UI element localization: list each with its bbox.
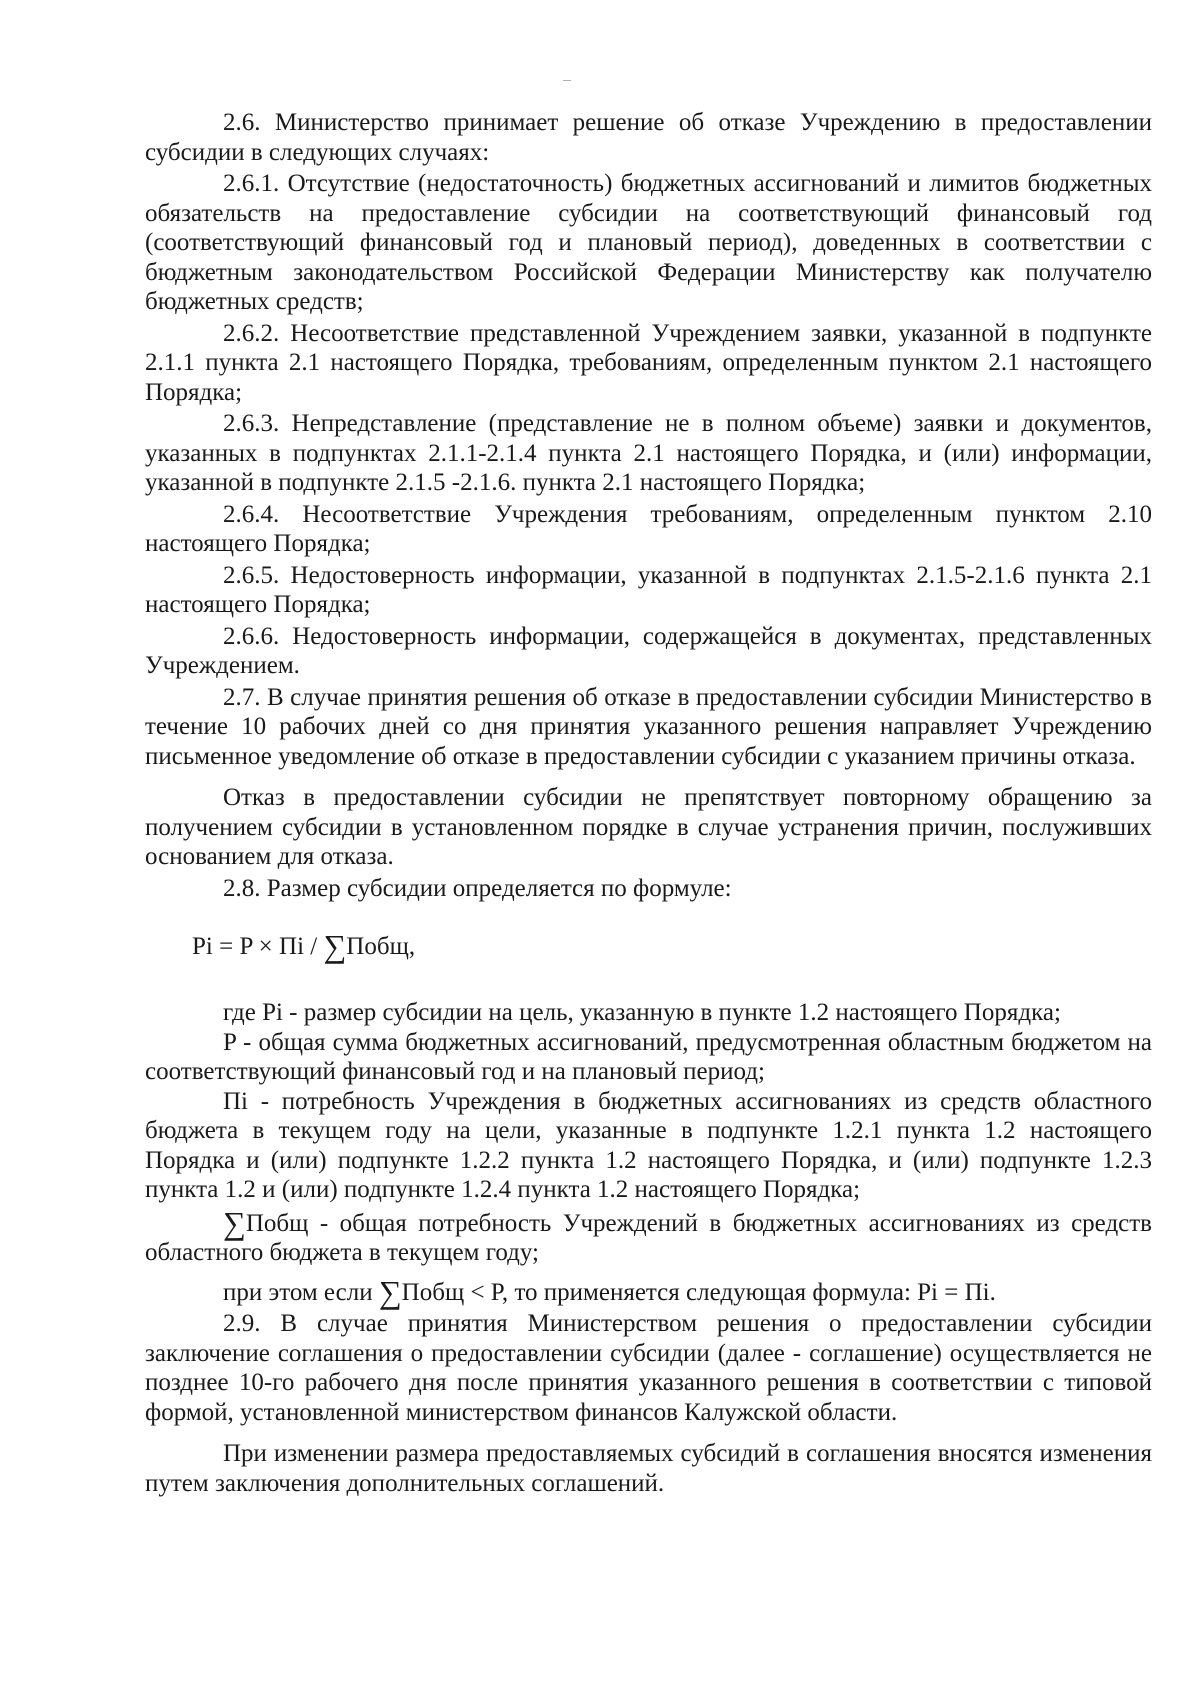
paragraph-2-6-6: 2.6.6. Недостоверность информации, содержащейся в документах, представленных Учреждением. <box>145 622 1152 679</box>
scan-mark <box>563 80 571 81</box>
paragraph-change: При изменении размера предоставляемых субсидий в соглашения вносятся изменения путем заключения дополнительных соглашений. <box>145 1440 1152 1497</box>
definition-total <box>145 1204 1152 1268</box>
subsidy-formula <box>192 928 1152 964</box>
paragraph-2-8: 2.8. Размер субсидии определяется по формуле: <box>223 874 732 902</box>
paragraph-2-6: 2.6. Министерство принимает решение об отказе Учреждению в предоставлении субсидии в следующих случаях: <box>145 109 1152 166</box>
paragraph-2-6-2: 2.6.2. Несоответствие представленной Учреждением заявки, указанной в подпункте 2.1.1 пункта 2.1 настоящего Порядка, требованиям, определенным пунктом 2.1 настоящего Порядка; <box>145 319 1152 406</box>
definition-pi: где Pi - размер субсидии на цель, указанную в пункте 1.2 настоящего Порядка; <box>223 999 1061 1026</box>
paragraph-2-6-3: 2.6.3. Непредставление (представление не в полном объеме) заявки и документов, указанных в подпунктах 2.1.1-2.1.4 пункта 2.1 настоящего Порядка, и (или) информации, указанной в подпункте 2.1.5 -2.1.6. пункта 2.1 настоящего Порядка; <box>145 410 1152 496</box>
paragraph-2-9: 2.9. В случае принятия Министерством решения о предоставлении субсидии заключение соглашения о предоставлении субсидии (далее - соглашение) осуществляется не позднее 10-го рабочего дня после принятия указанного решения в соответствии с типовой формой, установленной министерством финансов Калужской области. <box>145 1310 1152 1426</box>
paragraph-2-6-5: 2.6.5. Недостоверность информации, указанной в подпунктах 2.1.5-2.1.6 пункта 2.1 настоящего Порядка; <box>145 561 1152 618</box>
paragraph-2-6-1: 2.6.1. Отсутствие (недостаточность) бюджетных ассигнований и лимитов бюджетных обязательств на предоставление субсидии на соответствующий финансовый год (соответствующий финансовый год и плановый период), доведенных в соответствии с бюджетным законодательством Российской Федерации Министерству как получателю бюджетных средств; <box>145 170 1152 315</box>
condition-mid: Побщ < P, <box>401 1278 509 1306</box>
formula-left: Pi = P × Пi / <box>192 933 324 960</box>
formula-right: Побщ, <box>346 933 416 960</box>
condition-start: при этом если <box>223 1278 379 1306</box>
sigma-symbol: ∑ <box>323 928 347 964</box>
definition-need: Пi - потребность Учреждения в бюджетных ассигнованиях из средств областного бюджета в текущем году на цели, указанные в подпункте 1.2.1 пункта 1.2 настоящего Порядка и (или) подпункте 1.2.2 пункта 1.2 настоящего Порядка, и (или) подпункте 1.2.3 пункта 1.2 и (или) подпункте 1.2.4 пункта 1.2 настоящего Порядка; <box>145 1087 1152 1203</box>
definition-total-text: Побщ - общая потребность Учреждений в бюджетных ассигнованиях из средств областного бюджета в текущем году; <box>145 1209 1152 1266</box>
condition-end: то применяется следующая формула: Pi = Пi. <box>508 1278 996 1306</box>
condition-line <box>145 1273 1152 1310</box>
paragraph-2-6-4: 2.6.4. Несоответствие Учреждения требованиям, определенным пунктом 2.10 настоящего Порядка; <box>145 500 1152 557</box>
paragraph-refusal: Отказ в предоставлении субсидии не препятствует повторному обращению за получением субсидии в установленном порядке в случае устранения причин, послуживших основанием для отказа. <box>145 784 1152 870</box>
paragraph-2-7: 2.7. В случае принятия решения об отказе в предоставлении субсидии Министерство в течение 10 рабочих дней со дня принятия указанного решения направляет Учреждению письменное уведомление об отказе в предоставлении субсидии с указанием причины отказа. <box>145 683 1152 770</box>
definition-p: P - общая сумма бюджетных ассигнований, предусмотренная областным бюджетом на соответствующий финансовый год и на плановый период; <box>145 1028 1152 1085</box>
sigma-symbol: ∑ <box>378 1273 402 1310</box>
sigma-symbol: ∑ <box>223 1204 246 1241</box>
